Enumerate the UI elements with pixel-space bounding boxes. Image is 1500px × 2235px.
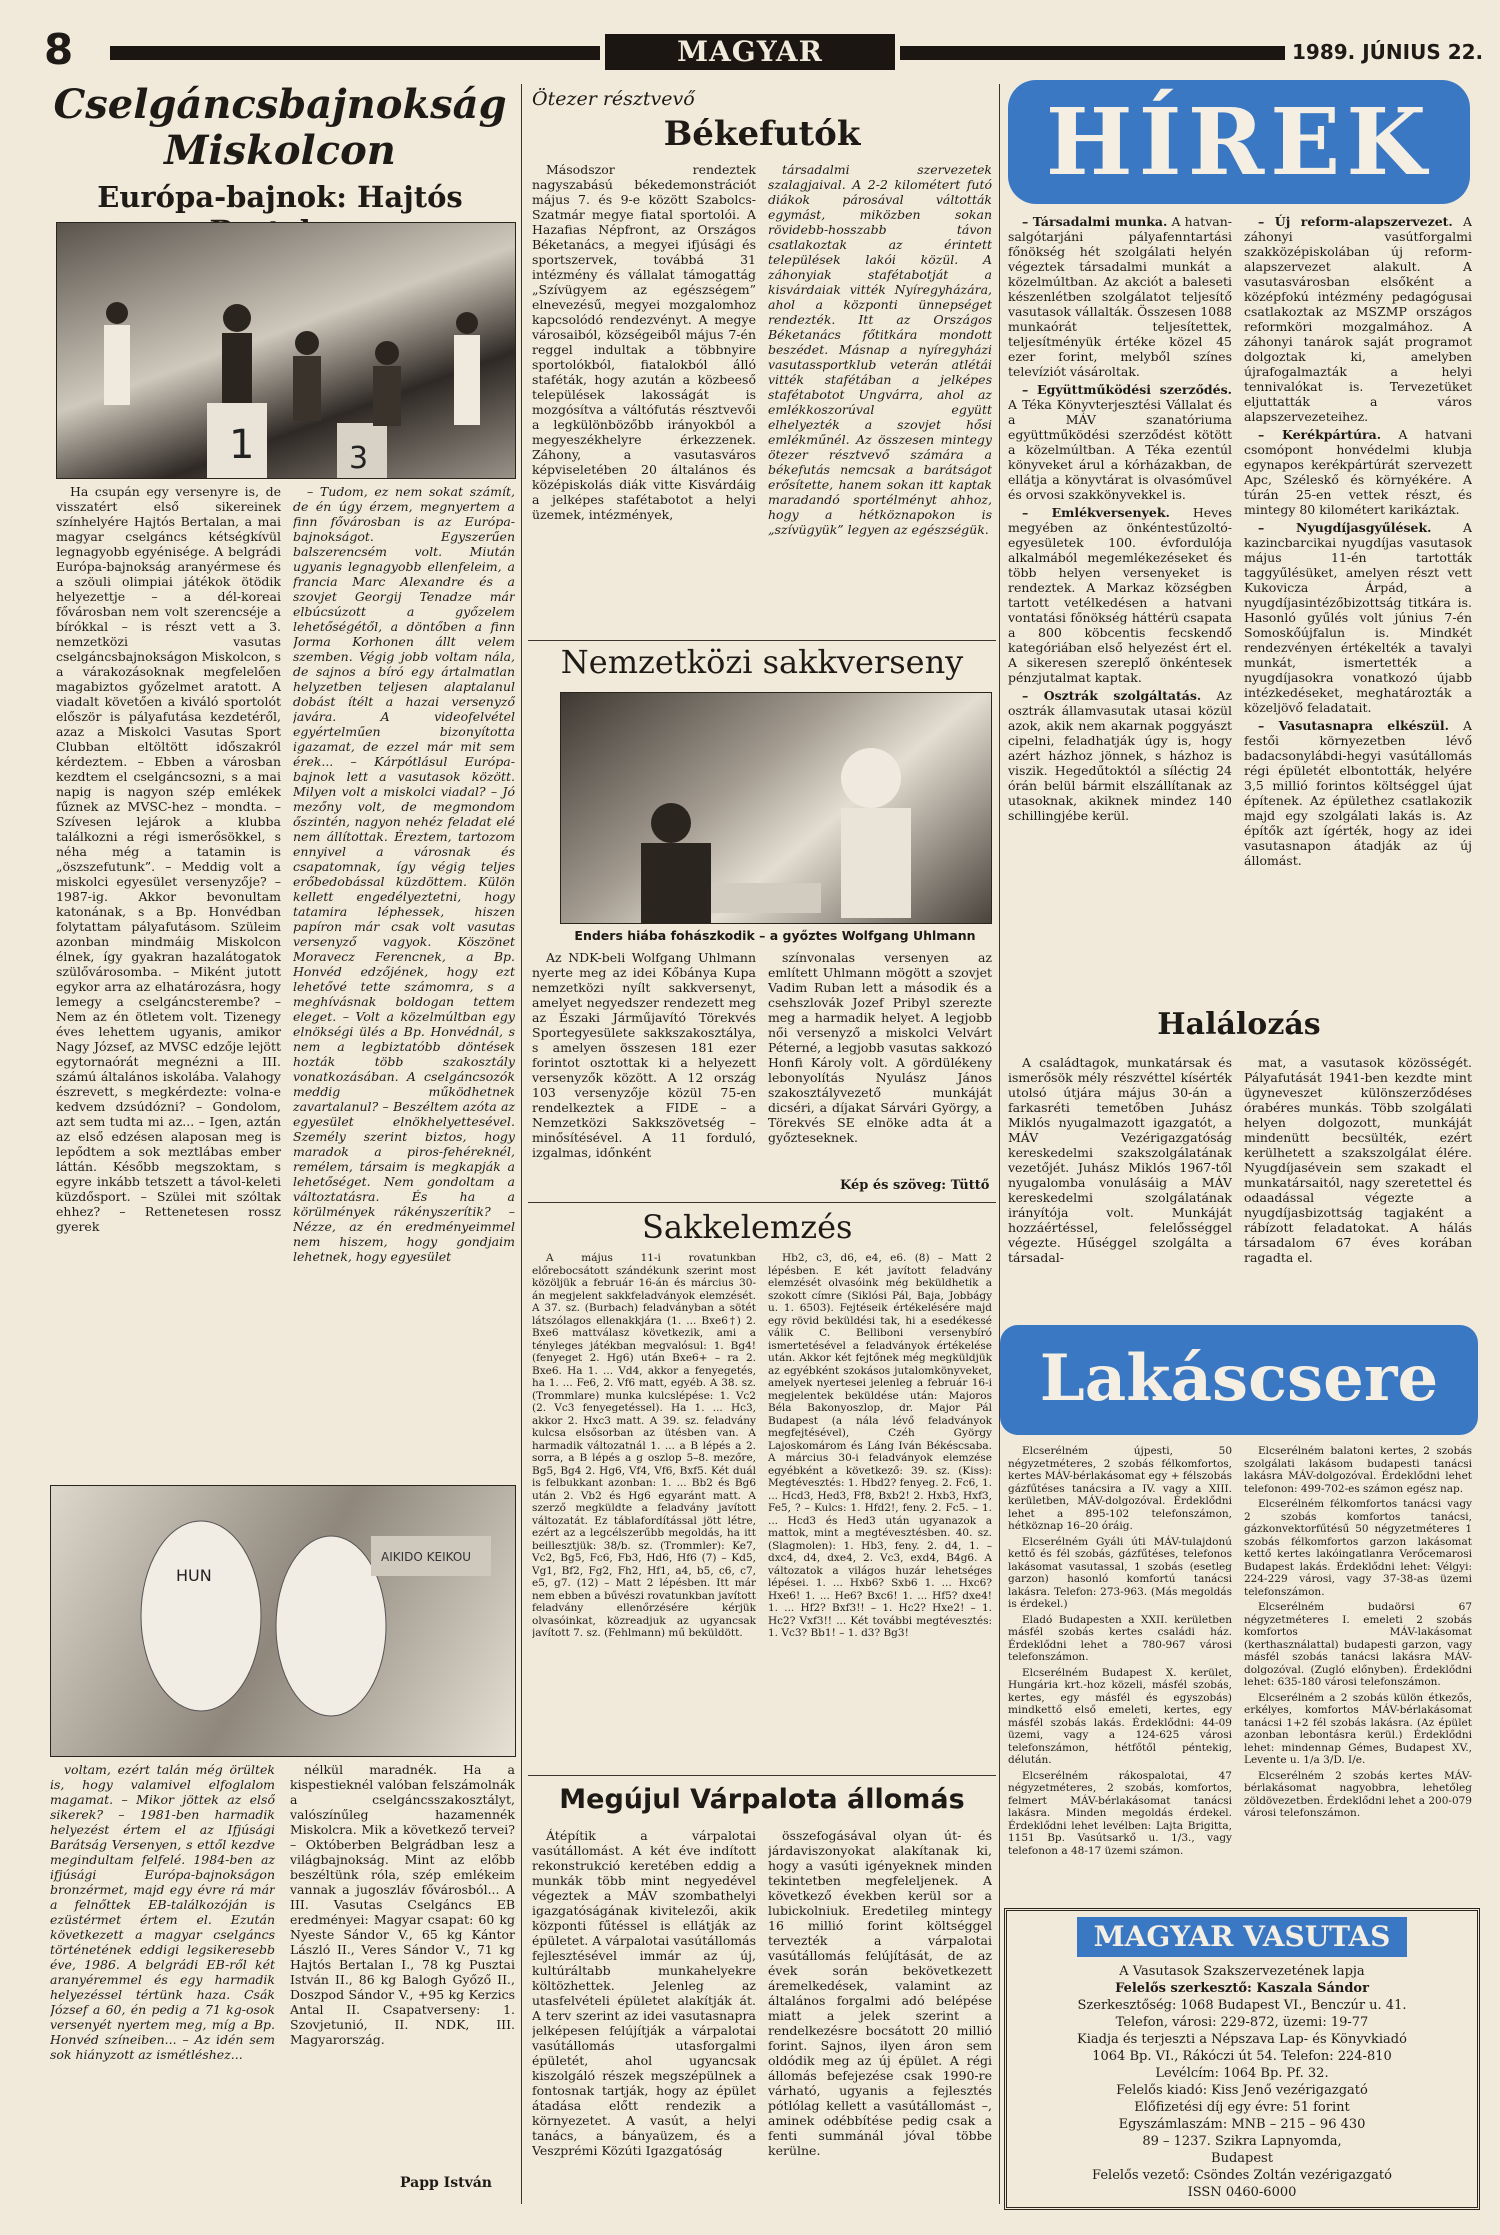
housing-column-2 <box>1244 1445 1472 1900</box>
housing-ad: Eladó Budapesten a XXII. kerületben másfél szobás kertes családi ház. Érdeklődni lehet a 780-967 városi telefonszámon. <box>1008 1613 1232 1663</box>
news-item-body: A Téka Könyvterjesztési Vállalat és a MÁV szanatóriuma együttműködési szerződést kötött a közelmúltban. A Téka ezentúl könyveket árul a kórházakban, de ellátja a könyvtárat is olvasóművel és orvosi szakkönyvekkel is. <box>1008 397 1232 502</box>
housing-ad: Elcserélném 2 szobás kertes MÁV-bérlakásomat nagyobbra, lehetőleg zöldövezetben. Érdeklődni lehet a 200-079 városi telefonszámon. <box>1244 1769 1472 1819</box>
news-item-body: A hatvani csomópont honvédelmi klubja egynapos kerékpártúrát szervezett Apc, Széleskő és környékére. A túrán 25-en vettek részt, és mintegy 80 kilométert karikáztak. <box>1244 427 1472 517</box>
imprint-line: Budapest <box>1211 2151 1273 2166</box>
news-item-head: – Osztrák szolgáltatás. <box>1022 688 1202 703</box>
news-item-head: – Új reform-alapszervezet. <box>1258 214 1453 229</box>
news-item-body: A kazincbarcikai nyugdíjas vasutasok május 11-én tartották taggyűlésüket, amelyen részt vett Kukovicza Árpád, a nyugdíjasintézőbizottság titkára is. Hasonló gyűlés volt június 7-én Somoskőújfalun is. Mindkét rendezvényen értékelték a tavalyi munkát, ismertették a nyugdíjasokra vonatkozó újabb intézkedéseket, meghatározták a közeljövő feladatait. <box>1244 520 1472 715</box>
analysis-text-1: A május 11-i rovatunkban előrebocsátott szándékunk szerint most közöljük a február 16-án és március 30-án megjelent sakkfeladványok elemzését. A 37. sz. (Burbach) feladványban a sötét látszólagos ellenakkjára (1. ... Bxe6†) 2. Bxe6 mattválasz következik, ami a tényleges játékban megvalósul: 1. Bg4! (fenyeget 2. Hg6) után Bxe6+ – ra 2. Bxe6. Ha 1. ... Vd4, akkor a fenyegetés, ha 1. ... Fe6, 2. Vf6 matt, egyéb. A 38. sz. (Trommlare) munka kulcslépése: 1. Vc2 (2. Vc3 fenyegetéssel). Ha 1. ... Hc3, akkor 2. Hxc3 matt. A 39. sz. feladvány kulcsa elsősorban az ütésben van. A harmadik változatnál 1. ... a B lépés a 2. sorra, a B lépés a g oszlop 5–8. mezőre, Bg5, Bg4 2. Hg6, Vf4, Vf6, Bxf5. Két duál is felbukkant azonban: 1. ... Bb2 és Bg6 után 2. Vb2 és Hg6 egyaránt matt. A szerző megküldte a feladvány javított változatát. Ez táblafordítással jött létre, ezért az a legcélszerűbb megoldás, ha itt beillesztjük: 38/b. sz. (Trommler): Ke7, Vc2, Bg5, Fc6, Fb3, Hd6, Hf6 (7) – Kd5, Vg1, Bf2, Fg2, Fh2, Hf1, a4, b5, c6, c7, e5, g7. (12) – Matt 2 lépésben. Itt már nem ebben a bűvészi rovatunkban javított feladvány ellenőrzésére kérjük olvasóinkat, közreadjuk az ugyancsak javított 7. sz. (Fehlmann) mű beküldött. <box>532 1252 756 1639</box>
imprint-logo: MAGYAR VASUTAS <box>1077 1917 1407 1957</box>
page-number: 8 <box>44 25 74 74</box>
judo-text-left-bottom: voltam, ezért talán még örültek is, hogy valamivel elfoglalom magamat. – Mikor jöttek az első sikerek? – 1981-ben harmadik helyezést értem el az Ifjúsági Barátság Versenyen, s ettől kezdve megindultam felfelé. 1984-ben az ifjúsági Európa-bajnokságon bronzérmet, majd egy évre rá már a felnőttek EB-találkozóján is ezüstérmet értem el. Ezután következett a magyar cselgáncs történetének eddigi legsikeresebb éve, 1986. A belgrádi EB-ről két aranyéremmel és egy harmadik helyezéssel tértünk haza. Csák József a 60, én pedig a 71 kg-osok versenyét nyertem meg, míg a Bp. Honvéd színeiben... – Az idén sem sok hiányzott az ismétléshez... <box>50 1762 275 2062</box>
housing-banner-text: Lakáscsere <box>1039 1341 1439 1416</box>
varpalota-text-1: Átépítik a várpalotai vasútállomást. A két éve indított rekonstrukció keretében eddig a munkák több mint negyedével végeztek a MÁV szombathelyi igazgatóságának kivitelezői, akik központi fűtéssel is ellátják az épületet. A várpalotai vasútállomás fejlesztésével immár az új, kultúráltabb munkahelyekre költözhettek. Jelenleg az utasfelvételi épületet alakítják át. A terv szerint az idei vasutasnapra jelképesen felújítják a várpalotai vasútállomás utasforgalmi épületét, ahol ugyancsak kiszolgáló részek megszépülnek a fontosnak tartják, hogy az épület átadása előtt rendezik a környezetet. A vasút, a helyi tanács, a bányaüzem, és a Veszprémi Közúti Igazgatóság <box>532 1828 756 2158</box>
varpalota-title: Megújul Várpalota állomás <box>559 1784 965 1815</box>
news-item-head: – Kerékpártúra. <box>1258 427 1382 442</box>
imprint-lines <box>1007 1963 1477 2201</box>
housing-ad: Elcserélném újpesti, 50 négyzetméteres, 2 szobás félkomfortos, kertes MÁV-bérlakásomat egy + félszobás gázfűtéses tanácsira a IV. vagy a XIII. kerületben, MÁV-dolgozóval. Érdeklődni lehet a 895-102 telefonszámon, hétköznap 16–20 óráig. <box>1008 1445 1232 1532</box>
peace-column-1 <box>532 162 756 637</box>
news-item-head: – Nyugdíjasgyűlések. <box>1258 520 1432 535</box>
imprint-line: Levélcím: 1064 Bp. Pf. 32. <box>1155 2066 1329 2081</box>
imprint-line: Szerkesztőség: 1068 Budapest VI., Benczúr u. 41. <box>1077 1998 1407 2013</box>
news-banner <box>1008 80 1470 204</box>
chess-column-2 <box>768 950 992 1175</box>
news-item-body: A záhonyi vasútforgalmi szakközépiskolában új reform-alapszervezet alakult. A vasutasvárosban elsőként a középfokú intézmény pedagógusai csatlakoztak az MSZMP országos reformköri mozgalmához. A záhonyi tanárok saját programot dolgoztak ki, amelyben újrafogalmazták a helyi tennivalókat is. Tervezetüket eljuttatták a város alapszervezeteihez. <box>1244 214 1472 424</box>
housing-column-1 <box>1008 1445 1232 1900</box>
imprint-line: Felelős kiadó: Kiss Jenő vezérigazgató <box>1116 2083 1368 2098</box>
news-item <box>1244 427 1472 517</box>
peace-title: Békefutók <box>663 114 861 154</box>
news-item-head: – Vasutasnapra elkészül. <box>1258 718 1449 733</box>
judo-text-mid-bottom: nélkül maradnék. Ha a kispestieknél valóban felszámolnák a cselgáncsszakosztályt, valószínűleg hazamennék Miskolcra. Mik a következő tervei? – Októberben Belgrádban lesz a világbajnokság. Mint az előbb beszéltünk róla, szép emlékeim vannak a jugoszláv fővárosból... A III. Vasutas Cselgáncs EB eredményei: Magyar csapat: 60 kg Nyeste Sándor V., 65 kg Kántor László II., Veres Sándor V., 71 kg Hajtós Bertalan I., 78 kg Pusztai István II., 86 kg Balogh Győző II., Doszpod Sándor V., +95 kg Kerzics Antal II. Csapatverseny: 1. Szovjetunió, II. NDK, III. Magyarország. <box>290 1762 515 2047</box>
housing-ad: Elcserélném balatoni kertes, 2 szobás szolgálati lakásom budapesti tanácsi lakásra MÁV-dolgozóval. Érdeklődni lehet telefonon: 499-702-es számon egész nap. <box>1244 1445 1472 1495</box>
imprint-box <box>1004 1908 1480 2210</box>
peace-text-2: társadalmi szervezetek szalagjaival. A 2-2 kilométert futó diákok párosával váltották egymást, miközben sokan rövidebb-hosszabb távon csatlakoztak az érintett települések lakói közül. A záhonyiak stafétabotját a kisvárdaiak vitték Nyíregyházára, ahol a központi ünnepséget rendezték. Itt az Országos Béketanács főtitkára mondott beszédet. Másnap a nyíregyházi vasutassportklub veterán atlétái vitték stafétában a jelképes stafétabotot Ungvárra, ahol az emlékkoszorúval együtt elhelyezték a szovjet hősi emlékműnél. Az összesen mintegy ötezer résztvevő számára a békefutás nemcsak a barátságot erősítette, hanem sokan itt kaptak maradandó sportélményt ahhoz, hogy a hétköznapokon is „szívügyük” legyen az egészségük. <box>768 162 992 537</box>
chess-text-2: színvonalas versenyen az említett Uhlmann mögött a szovjet Vadim Ruban lett a második és a csehszlovák Jozef Pribyl szerezte meg a harmadik helyet. A legjobb női versenyző a miskolci Velvárt Péterné, a legjobb vasutas sakkozó Honfi Károly volt. A gördülékeny lebonyolítás Nyulász János szakosztályvezető munkáját dicséri, a díjakat Sárvári György, a Törekvés SE elnöke adta át a győzteseknek. <box>768 950 992 1145</box>
peace-kicker: Ötezer résztvevő <box>532 88 695 110</box>
news-item <box>1244 520 1472 715</box>
chess-text-1: Az NDK-beli Wolfgang Uhlmann nyerte meg az idei Kőbánya Kupa nemzetközi nyílt sakkversenyt, amelyet negyedszer rendezett meg az Északi Járműjavító Törekvés Sportegyesülete sakkszakosztálya, s amelyen összesen 181 ezer forintot osztottak ki a helyezett versenyzők között. A 12 ország 103 versenyzője közül 75-en rendelkeztek a FIDE – a Nemzetközi Sakkszövetség – minősítésével. A 11 forduló, izgalmas, időnként <box>532 950 756 1160</box>
housing-ad: Elcserélném a 2 szobás külön étkezős, erkélyes, komfortos MÁV-bérlakásomat tanácsi 1+2 fél szobás lakásra. (Az épület azonban lebontásra kerül.) Érdeklődni lehet: mindennap Gémes, Budapest XV., Levente u. 1/a 3/D. I/e. <box>1244 1691 1472 1766</box>
housing-ad: Elcserélném Gyáli úti MÁV-tulajdonú kettő és fél szobás, gázfűtéses, telefonos lakásomat vasutassal, 1 szobás (esetleg garzon) hasonló komfortú tanácsi lakásra. Telefon: 273-963. (Más megoldás is érdekel.) <box>1008 1535 1232 1610</box>
chess-players-icon <box>561 693 991 923</box>
imprint-line: Előfizetési díj egy évre: 51 forint <box>1134 2100 1350 2115</box>
obituary-text-1: A családtagok, munkatársak és ismerősök mély részvéttel kísérték utolsó útjára május 30-án a farkasréti temetőben Juhász Miklós nyugalmazott igazgatót, a MÁV Vezérigazgatóság kereskedelmi szakszolgálatának vezetőjét. Juhász Miklós 1967-től nyugalomba vonulásáig a MÁV kereskedelmi szolgálatának irányítója volt. Munkáját hozzáértéssel, felelősséggel végezte. Hűséggel szolgálta a társadal- <box>1008 1055 1232 1265</box>
housing-ad: Elcserélném rákospalotai, 47 négyzetméteres, 2 szobás, komfortos, felmert MÁV-bérlakásomat tanácsi lakásra. Minden megoldás érdekel. Érdeklődni lehet levélben: Lajta Brigitta, 1151 Bp. Vasútsarkő u. 1/3., vagy telefonon a 48-17 üzemi számon. <box>1008 1769 1232 1857</box>
analysis-column-2 <box>768 1252 992 1772</box>
judo-title-line1: Cselgáncsbajnokság <box>53 81 507 128</box>
varpalota-column-2 <box>768 1828 992 2203</box>
news-item <box>1244 718 1472 868</box>
judo-author: Papp István <box>400 2175 492 2191</box>
imprint-line: Felelős vezető: Csöndes Zoltán vezérigazgató <box>1092 2168 1392 2183</box>
housing-banner <box>1000 1325 1478 1435</box>
news-item-body: Heves megyében az önkéntestűzoltó-egyesületek 100. évfordulója alkalmából megemlékezéseket és több helyen versenyeket is rendeztek. A Markaz községben tartott vetélkedésen a hatvani vontatási főnökség háttérü csapata a 800 köbcentis fecskendő kategóriában első helyezést ért el. A sikeresen szereplő önkéntesek pénzjutalmat kaptak. <box>1008 505 1232 685</box>
news-item <box>1244 214 1472 424</box>
judo-title-line2: Miskolcon <box>164 127 396 174</box>
judo-text-left-top: Ha csupán egy versenyre is, de visszatért első sikereinek színhelyére Hajtós Bertalan, a mai magyar cselgáncs kétségkívül legnagyobb egyénisége. A belgrádi Európa-bajnokság aranyérmese és a szöuli olimpiai játékok ötödik helyezettje – a dél-koreai fővárosban nem volt szerencséje a bírókkal – is részt vett a 3. nemzetközi vasutas cselgáncsbajnokságon Miskolcon, s a várakozásoknak megfelelően magabiztos győzelmet aratott. A viadalt követően a kiváló sportolót először is pályafutása kezdetéről, azaz a Miskolci Vasutas Sport Clubban eltöltött időszakról kérdeztem. – Ebben a városban kezdtem el cselgáncsozni, s a mai napig is nagyon szép emlékek fűznek az MVSC-hez – mondta. – Szívesen lejárok a klubba találkozni a régi ismerősökkel, s néha még a tatamin is „öszszefutunk”. – Meddig volt a miskolci egyesület versenyzője? – 1987-ig. Akkor bevonultam katonának, s a Bp. Honvédban folytattam pályafutásom. Szüleim azonban mindmáig Miskolcon élnek, így gyakran hazalátogatok szülővárosomba. – Miként jutott egykor arra az elhatározásra, hogy lemegy a cselgáncsterembe? – Nem az én ötletem volt. Tizenegy éves lehettem ugyanis, amikor Nagy József, az MVSC edzője lejött egytornaórát megnézni a III. számú általános iskolába. Valahogy észrevett, s megkérdezte: volna-e kedvem dzsúdózni? – Gondolom, azt sem tudta mi az... – Igen, aztán az első edzésen alaposan meg is lepődtem a sok meztlábas ember láttán. Később megszoktam, s egyre inkább tetszett a távol-keleti küzdősport. – Szülei mit szóltak ehhez? – Rettenetesen rossz gyerek <box>56 484 281 1234</box>
news-column-2 <box>1244 214 1472 994</box>
header-rule-right <box>900 46 1285 60</box>
obituary-column-2 <box>1244 1055 1472 1310</box>
obituary-title: Halálozás <box>1157 1007 1321 1042</box>
imprint-line: A Vasutasok Szakszervezetének lapja <box>1119 1964 1365 1979</box>
judo-subtitle: Európa-bajnok: Hajtós <box>97 180 463 214</box>
imprint-line: Felelős szerkesztő: Kaszala Sándor <box>1115 1981 1369 1996</box>
peace-column-2 <box>768 162 992 637</box>
chess-title: Nemzetközi sakkverseny <box>560 643 964 681</box>
chess-credit: Kép és szöveg: Tüttő <box>840 1178 990 1193</box>
news-item <box>1008 688 1232 823</box>
imprint-line: 1064 Bp. VI., Rákóczi út 54. Telefon: 224-810 <box>1092 2049 1392 2064</box>
housing-ad: Elcserélném budaörsi 67 négyzetméteres I. emeleti 2 szobás komfortos MÁV-lakásomat (kerthasználattal) budapesti garzon, vagy másfél szobás tanácsi lakásra MÁV-dolgozóval. (Zugló előnyben). Érdeklődni lehet: 635-180 városi telefonszámon. <box>1244 1601 1472 1688</box>
news-column-1 <box>1008 214 1232 994</box>
news-item <box>1008 382 1232 502</box>
chess-column-1 <box>532 950 756 1195</box>
svg-text:3: 3 <box>349 441 369 476</box>
section-rule <box>528 1202 996 1203</box>
svg-text:HUN: HUN <box>176 1566 212 1585</box>
judo-column-mid-top <box>293 484 515 1479</box>
chess-caption: Enders hiába fohászkodik – a győztes Wolfgang Uhlmann <box>574 928 976 943</box>
news-banner-text: HÍREK <box>1045 88 1433 196</box>
imprint-line: 89 – 1237. Szikra Lapnyomda, <box>1142 2134 1342 2149</box>
column-rule <box>521 84 522 2204</box>
news-item <box>1008 214 1232 379</box>
podium-figures-icon <box>57 223 515 478</box>
obituary-column-1 <box>1008 1055 1232 1310</box>
judo-match-photo <box>50 1485 516 1757</box>
imprint-line: Kiadja és terjeszti a Népszava Lap- és Könyvkiadó <box>1077 2032 1407 2047</box>
news-item-head: – Társadalmi munka. <box>1022 214 1168 229</box>
judo-podium-photo <box>56 222 516 479</box>
section-rule <box>528 1775 996 1776</box>
svg-text:1: 1 <box>229 422 255 468</box>
news-item-body: A hatvan-salgótarjáni pályafenntartási főnökség hét szolgálati helyén végeztek társadalmi munkát a közelmúltban. Az akciót a baleseti készenlétben szolgálatot teljesítő vasutasok vállalták. Összesen 1088 munkaórát teljesítettek, teljesítményük értéke közel 45 ezer forint, melyből színes televíziót vásároltak. <box>1008 214 1232 379</box>
news-item-head: – Együttműködési szerződés. <box>1022 382 1232 397</box>
news-item-head: – Emlékversenyek. <box>1022 505 1170 520</box>
news-item-body: A festői környezetben lévő badacsonylábdi-hegyi vasútállomás régi épületét elbontották, helyére 3,5 millió forintos költséggel újat építenek. Az épülethez csatlakozik majd egy szolgálati lakás is. Az építők azt ígérték, hogy az idei vasutasnapon átadják az új állomást. <box>1244 718 1472 868</box>
imprint-line: ISSN 0460-6000 <box>1187 2185 1297 2200</box>
judokas-icon <box>51 1486 515 1756</box>
issue-date: 1989. JÚNIUS 22. <box>1292 40 1484 64</box>
obituary-text-2: mat, a vasutasok közösségét. Pályafutását 1941-ben kezdte mint ügyneveszet különszerződéses órabéres munkás. Több szolgálati helyen dolgozott, munkáját mindenütt becsülték, ezért kerülhetett a szakszolgálat élére. Nyugdíjasévein sem szakadt el munkatársaitól, nagy szeretettel és odaadással végezte a nyugdíjasbizottság tagjaként a rábízott feladatokat. A hálás társadalom 67 éves korában ragadta el. <box>1244 1055 1472 1265</box>
imprint-line: Telefon, városi: 229-872, üzemi: 19-77 <box>1115 2015 1369 2030</box>
housing-ad: Elcserélném félkomfortos tanácsi vagy 2 szobás komfortos tanácsi, gázkonvektorfűtésű 50 négyzetméteres 1 szobás félkomfortos garzon lakásomat kettő kertes lakóingatlanra Verőcemarosi Budapest lakás. Érdeklődni lehet: Vélgyi: 224-229 városi, vagy 37-38-as üzemi telefonszámon. <box>1244 1498 1472 1598</box>
judo-column-left-bottom <box>50 1762 275 2192</box>
news-item <box>1008 505 1232 685</box>
chess-tournament-photo <box>560 692 992 924</box>
housing-ad: Elcserélném Budapest X. kerület, Hungária krt.-hoz közeli, másfél szobás, kertes, egy másfél és egyszobás) mindkettő első emeleti, kertes, egy másfél szobás lakás. Érdeklődni: 44-09 üzemi, vagy a 124-625 városi telefonszámon, hétfőtől péntekig, délután. <box>1008 1666 1232 1766</box>
analysis-text-2: Hb2, c3, d6, e4, e6. (8) – Matt 2 lépésben. E két javított feladvány elemzését olvasóink még beküldhetik a szokott címre (Siklósi Pál, Baja, Jobbágy u. 1. 6503). Fejtéseik értékelésére majd egy rövid beküldési tak, hi a esedékessé válik C. Belliboni versenybíró ismertetésével a feladványok értékelése után. Akkor két fejtőnek még megküldjük az egyébként szokásos jutalomkönyveket, amelyek nyertesei jelenleg a február 16-i megjelentek beküldése után: Majoros Béla Bakonyoszlop, dr. Major Pál Budapest (a nála lévő feladványok megfejtésével), Czéh György Lajoskomárom és Láng Iván Békéscsaba. A március 30-i feladványok elemzése egyébként a következő: 39. sz. (Kiss): Megtévesztés: 1. Hbd2? fenyeg. 2. Fc6, 1. ... Hcd3, Hed3, Ff8, Bxb2! 2. Hxb3, Hxf3, Fe5, ? – Kulcs: 1. Hfd2!, feny. 2. Fc5. – 1. ... Hcd3 és Hed3 után ugyanazok a mattok, mint a megtévesztésben. 40. sz. (Slagmolen): 1. Hb3, feny. 2. d4, 1. – dxc4, d4, dxe4, 2. Vc3, exd4, B4g6. A változatok a világos huzár lehetséges lépései. 1. ... Hxb6? Sxb6 1. ... Hxc6? Hxe6! 1. ... He6? Bxc6! 1. ... Hf5? dxe4! 1. ... Hf2? Bxf3!! – 1. Hc2? Hxe2! – 1. Hc2? Vxf3!! ... Két további megtévesztés: 1. Vc3? Bb1! – 1. d3? Bg3! <box>768 1252 992 1639</box>
varpalota-column-1 <box>532 1828 756 2203</box>
analysis-title: Sakkelemzés <box>642 1208 853 1246</box>
peace-text-1: Másodszor rendeztek nagyszabású békedemonstrációt május 7. és 9-e között Szabolcs-Szatmár megye fiatal sportolói. A Hazafias Népfront, az Országos Béketanács, a megyei ifjúsági és sportszervek, továbbá 31 intézmény és vállalat támogattág „Szívügyem az egészségem” elnevezésű, megyei mozgalomhoz kapcsolódó rendezvényt. A megye városaiból, községeiből május 7-én reggel indultak a többnyire sportolókból, fiatalokból álló staféták, hogy azután a közbeeső települések lakosságát is mozgósítva a váltófutás résztvevői a legkülönbözőbb irányokból a megyeszékhelyre érkezzenek. Záhony, a vasutasváros képviseletében 20 általános és középiskolás diák vitte Kisvárdáig a jelképes stafétabotot a helyi üzemek, intézmények, <box>532 162 756 522</box>
judo-text-mid-top: – Tudom, ez nem sokat számít, de én úgy érzem, megnyertem a finn fővárosban is az Európa-bajnokságot. Egyszerűen balszerencsém volt. Miután ugyanis legnagyobb ellenfeleim, a francia Marc Alexandre és a szovjet Georgij Tenadze már elbúcsúzott a győzelem lehetőségétől, a döntőben a finn Jorma Korhonen állt velem szemben. Végig jobb voltam nála, de sajnos a bíró egy ártalmatlan helyzetben teljesen alaptalanul dobást ítélt a hazai versenyző javára. A videofelvétel egyértelműen bizonyította igazamat, de ezzel már mit sem érek... – Kárpótlásul Európa-bajnok lett a vasutasok között. Milyen volt a miskolci viadal? – Jó mezőny volt, de megmondom őszintén, nagyon nehéz feladat elé nem állítottak. Éreztem, tartozom ennyivel a városnak és csapatomnak, így végig teljes erőbedobással küzdöttem. Külön kellett engedélyeztetni, hogy tatamira léphessek, hiszen papíron már csak volt vasutas versenyző vagyok. Köszönet Moravecz Ferencnek, a Bp. Honvéd edzőjének, hogy ezt lehetővé tette számomra, s a meghívásnak boldogan tettem eleget. – Volt a közelmúltban egy elnökségi ülés a Bp. Honvédnál, s nem a legbiztatóbb döntések hozták több szakosztály vonatkozásában. A cselgáncsozók meddig működhetnek zavartalanul? – Beszéltem azóta az egyesület elnökhelyettesével. Személy szerint biztos, hogy maradok a piros-fehéreknél, remélem, társaim is megkapják a lehetőséget. Nem gondoltam a változtatásra. És ha a körülmények rákényszerítik? – Nézze, az én eredményeimmel nem hiszem, hogy gondjaim lehetnek, hogy egyesület <box>293 484 515 1264</box>
imprint-line: Egyszámlaszám: MNB – 215 – 96 430 <box>1118 2117 1366 2132</box>
column-rule <box>999 84 1000 2204</box>
analysis-column-1 <box>532 1252 756 1772</box>
svg-text:AIKIDO KEIKOU: AIKIDO KEIKOU <box>381 1550 472 1564</box>
masthead: MAGYAR VASUTAS <box>605 34 895 70</box>
news-item-body: Az osztrák államvasutak utasai közül azok, akik nem akarnak poggyászt cipelni, feladhatják úgy is, hogy azért házhoz jönnek, s házhoz is viszik. Hegedűtoktól a síléctig 24 órán belül bármit elszállítanak az utasoknak, akiknek mindez 140 schillingjébe kerül. <box>1008 688 1232 823</box>
judo-column-left-top <box>56 484 281 1479</box>
varpalota-text-2: összefogásával olyan út- és járdaviszonyokat alakítanak ki, hogy a vasúti igényeknek minden tekintetben megfeleljenek. A következő években kerül sor a lubickolniuk. Eredetileg mintegy 16 millió forint költséggel tervezték a várpalotai vasútállomás felújítását, de az évek során bekövetkezett áremelkedések, valamint az általános forgalmi adó belépése miatt a jelek szerint a rendelkezésre bocsátott 20 millió forint. Sajnos, ilyen áron sem oldódik meg az új épület. A régi állomás befejezése csak 1990-re várható, ugyanis a fejlesztés pótlólag kellett a vasútállomást –, aminek odébbítése pedig csak a fenti summánál jóval többe kerülne. <box>768 1828 992 2158</box>
header-rule-left <box>110 46 600 60</box>
judo-column-mid-bottom <box>290 1762 515 2172</box>
